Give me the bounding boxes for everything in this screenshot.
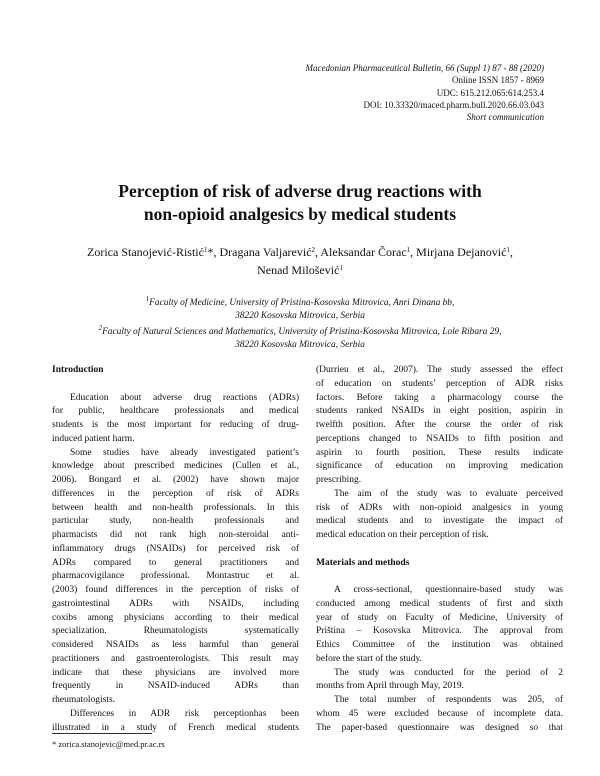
body-text-line: conducted among medical students of first and sixth bbox=[316, 598, 563, 609]
journal-header bbox=[306, 62, 544, 123]
body-text-line: (2003) found differences in the perception of risks of bbox=[52, 585, 299, 595]
body-text-line: of education on students’ perception of ADR risks bbox=[316, 378, 563, 389]
body-text-line: aspirin to fourth position. These results indicate bbox=[316, 447, 563, 458]
author-affil-sup: 2 bbox=[311, 246, 316, 254]
paper-title bbox=[0, 180, 600, 226]
body-text-line: differences in the perception of risk of ADRs bbox=[52, 488, 299, 499]
body-text-line: ADRs compared to general practitioners and bbox=[52, 557, 299, 568]
author-name: Dragana Valjarević bbox=[219, 245, 312, 259]
body-text-line: particular study, non-health professionals and bbox=[52, 516, 299, 527]
body-text-line: pharmacovigilance professional. Montastruc et al. bbox=[52, 571, 299, 582]
affiliation-text: Faculty of Medicine, University of Pristina-Kosovska Mitrovica, Anri Dinana bb, bbox=[149, 298, 455, 308]
body-text-line: Differences in ADR risk perceptionhas been bbox=[70, 708, 299, 719]
title-line-1: Perception of risk of adverse drug reactions with bbox=[118, 181, 482, 201]
author-affil-sup: 1 bbox=[339, 264, 343, 272]
body-text-line: rheumatologists. bbox=[52, 695, 116, 705]
section-heading: Materials and methods bbox=[316, 557, 410, 568]
affiliation-text: Faculty of Natural Sciences and Mathematics, University of Pristina-Kosovska Mitrovica, Lole Ribara 29, bbox=[102, 327, 502, 338]
author-affil-sup: 1 bbox=[506, 246, 510, 254]
body-text-line: frequently in NSAID-induced ADRs than bbox=[52, 681, 299, 692]
article-type: Short communication bbox=[466, 112, 544, 123]
affiliation-2-line-1 bbox=[30, 322, 570, 339]
author-list bbox=[40, 242, 560, 278]
journal-citation: Macedonian Pharmaceutical Bulletin, 66 (Suppl 1) 87 - 88 (2020) bbox=[305, 63, 544, 73]
body-text-line: 2006). Bongard et al. (2002) have shown major bbox=[52, 475, 299, 485]
body-text-line: inflammatory drugs (NSAIDs) for perceived risk of bbox=[52, 543, 299, 554]
author-separator: , bbox=[509, 245, 513, 259]
body-text-line: indicate that these physicians are involved more bbox=[52, 667, 299, 678]
body-text-line: whom 45 were excluded because of incomplete data. bbox=[316, 708, 563, 719]
blank-line bbox=[316, 543, 563, 557]
body-text-line: twelfth position. After the course the order of risk bbox=[316, 420, 563, 430]
affiliation-1-line-1 bbox=[30, 293, 570, 310]
footnote-rule bbox=[52, 733, 152, 734]
blank-line bbox=[52, 378, 299, 392]
authors-line-1 bbox=[40, 242, 560, 260]
author-affil-sup: 1 bbox=[203, 246, 208, 254]
authors-line-2 bbox=[40, 260, 560, 278]
blank-line bbox=[316, 570, 563, 584]
body-text-line: year of study on Faculty of Medicine, University of bbox=[316, 612, 563, 623]
author-name: , Aleksandar Čorac bbox=[315, 245, 407, 259]
body-text-line: prescribing. bbox=[316, 475, 362, 485]
author-affil-sup: 1 bbox=[406, 246, 411, 254]
body-text-line: The paper-based questionnaire was designed so that bbox=[316, 722, 563, 733]
body-text-line: before the start of the study. bbox=[316, 653, 422, 664]
body-text-line: perceptions changed to NSAIDs to fifth position and bbox=[316, 433, 563, 444]
body-text-line: gastrointestinal ADRs with NSAIDs, including bbox=[52, 598, 299, 609]
body-text-line: (Durrieu et al., 2007). The study assessed the effect bbox=[316, 365, 563, 375]
body-text-line: Some studies have already investigated patient’s bbox=[70, 447, 299, 458]
body-text-line: The aim of the study was to evaluate perceived bbox=[334, 488, 563, 499]
affiliation-2-line-2: 38220 Kosovska Mitrovica, Serbia bbox=[235, 339, 365, 350]
body-text-line: Priština – Kosovska Mitrovica. The approval from bbox=[316, 626, 563, 637]
author-name: Zorica Stanojević-Ristić bbox=[87, 245, 204, 259]
body-text-line: coxibs among physicians according to their medical bbox=[52, 612, 299, 623]
body-text-line: pharmacists did not rank high non-steroidal anti- bbox=[52, 530, 299, 540]
title-line-2: non-opioid analgesics by medical students bbox=[143, 204, 457, 224]
body-text-line: for public, healthcare professionals and medical bbox=[52, 406, 299, 417]
body-text-line: specialization. Rheumatologists systematically bbox=[52, 626, 299, 637]
body-text-line: significance of education on improving medication bbox=[316, 461, 563, 472]
doi: DOI: 10.33320/maced.pharm.bull.2020.66.03.043 bbox=[363, 99, 544, 110]
body-text-line: The study was conducted for the period of 2 bbox=[334, 667, 563, 678]
body-text-line: Education about adverse drug reactions (ADRs) bbox=[70, 392, 299, 403]
body-text-line: illustrated in a study of French medical students bbox=[52, 722, 299, 733]
body-text-line: students ranked NSAIDs in eight position, aspirin in bbox=[316, 406, 563, 417]
issn: Online ISSN 1857 - 8969 bbox=[452, 75, 544, 86]
body-text-line: factors. Before taking a pharmacology course the bbox=[316, 392, 563, 403]
body-text-line: between health and non-health professionals. In this bbox=[52, 502, 299, 513]
body-text-line: months from April through May, 2019. bbox=[316, 681, 464, 692]
body-text-line: The total number of respondents was 205, of bbox=[334, 695, 563, 705]
author-name: , Mirjana Dejanović bbox=[410, 245, 507, 259]
body-text-line: medical education on their perception of risk. bbox=[316, 530, 489, 540]
affiliations bbox=[30, 293, 570, 351]
body-text-line: Ethics Committee of the institution was obtained bbox=[316, 640, 563, 650]
footnote: * zorica.stanojevic@med.pr.ac.rs bbox=[52, 739, 165, 749]
body-text-line: risk of ADRs with non-opioid analgesics in young bbox=[316, 502, 563, 513]
author-name: Nenad Milošević bbox=[257, 263, 340, 277]
section-heading: Introduction bbox=[52, 365, 104, 375]
body-text-line: knowledge about prescribed medicines (Cullen et al., bbox=[52, 461, 299, 472]
affiliation-1-line-2: 38220 Kosovska Mitrovica, Serbia bbox=[235, 310, 365, 321]
body-text-line: students is the most important for reducing of drug- bbox=[52, 420, 299, 430]
corresponding-mark: *, bbox=[207, 245, 220, 259]
body-text-line: medical students and to investigate the impact of bbox=[316, 516, 563, 527]
body-text-line: considered NSAIDs as less harmful than general bbox=[52, 640, 299, 650]
udc: UDC: 615.212.065:614.253.4 bbox=[436, 87, 544, 98]
affiliation-sup: 2 bbox=[98, 324, 103, 333]
affiliation-sup: 1 bbox=[145, 295, 150, 303]
body-text-line: practitioners and gastroenterologists. This result may bbox=[52, 653, 299, 664]
body-text-line: induced patient harm. bbox=[52, 433, 135, 444]
body-text-line: A cross-sectional, questionnaire-based study was bbox=[334, 585, 563, 595]
